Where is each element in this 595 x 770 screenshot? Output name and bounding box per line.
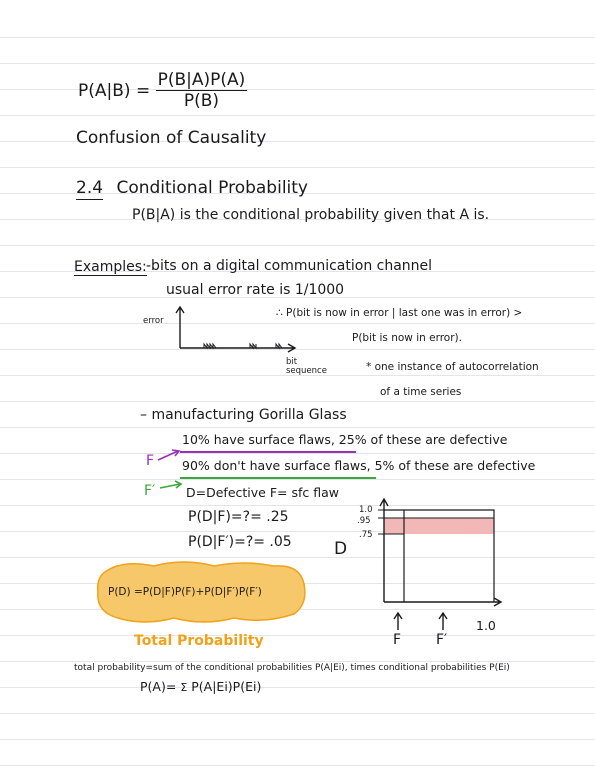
sum-body: P(A|Ei)P(Ei) [191,679,262,694]
definition-text: P(B|A) is the conditional probability given that A is. [132,207,490,223]
section-title: Conditional Probability [116,178,308,198]
autocorrelation-note-2: of a time series [380,386,462,398]
example1-title: -bits on a digital communication channel [146,258,433,274]
arrow-up-F [392,612,404,632]
example2-line-1: 10% have surface flaws, 25% of these are defective [182,432,508,447]
therefore-line-2: P(bit is now in error). [352,332,462,344]
examples-label: Examples: [74,259,147,275]
axis-label-error: error [143,316,164,326]
label-F-prime: F′ [144,483,156,499]
green-underline [180,476,380,480]
bayes-lhs: P(A|B) = [78,81,151,101]
bayes-numerator: P(B|A)P(A) [157,70,246,90]
example2-title: – manufacturing Gorilla Glass [140,407,347,423]
tick-1-0: 1.0 [359,505,373,515]
therefore-line-1: ∴ P(bit is now in error | last one was in error) > [276,307,523,319]
total-probability-label: Total Probability [134,633,264,649]
bayes-denominator: P(B) [183,91,220,111]
error-rate: usual error rate is 1/1000 [166,282,345,298]
arrow-label-F-prime: F′ [436,632,448,648]
section-heading [76,180,308,197]
tick-0-95: .95 [357,516,371,526]
bayes-fraction [156,72,248,110]
total-probability-formula: P(D) =P(D|F)P(F)+P(D|F′)P(F′) [108,586,262,598]
bayes-formula [78,72,247,110]
probability-diagram [370,498,506,610]
purple-underline [180,450,360,454]
autocorrelation-note-1: * one instance of autocorrelation [366,361,539,373]
diagram-label-D: D [334,539,348,559]
x-axis-end-label: 1.0 [476,618,496,633]
green-arrow [160,480,184,494]
example2-line-2: 90% don't have surface flaws, 5% of these are defective [182,458,536,473]
sum-formula [140,681,261,694]
sigma-icon: Σ [180,681,188,694]
equation-1: P(D|F)=?= .25 [188,509,289,525]
arrow-label-F: F [393,632,402,648]
equation-2: P(D|F′)=?= .05 [188,534,292,550]
definitions: D=Defective F= sfc flaw [186,485,339,500]
axis-label-bit-sequence: bit sequence [286,357,327,377]
total-probability-note: total probability=sum of the conditional probabilities P(A|Ei), times conditional probabilities P(Ei) [74,663,510,673]
confusion-of-causality: Confusion of Causality [76,128,267,148]
arrow-up-F-prime [437,612,449,632]
section-number: 2.4 [76,178,104,198]
tick-0-75: .75 [359,530,373,540]
sum-lhs: P(A)= [140,679,177,694]
label-F: F [146,453,155,469]
purple-arrow [158,448,182,462]
